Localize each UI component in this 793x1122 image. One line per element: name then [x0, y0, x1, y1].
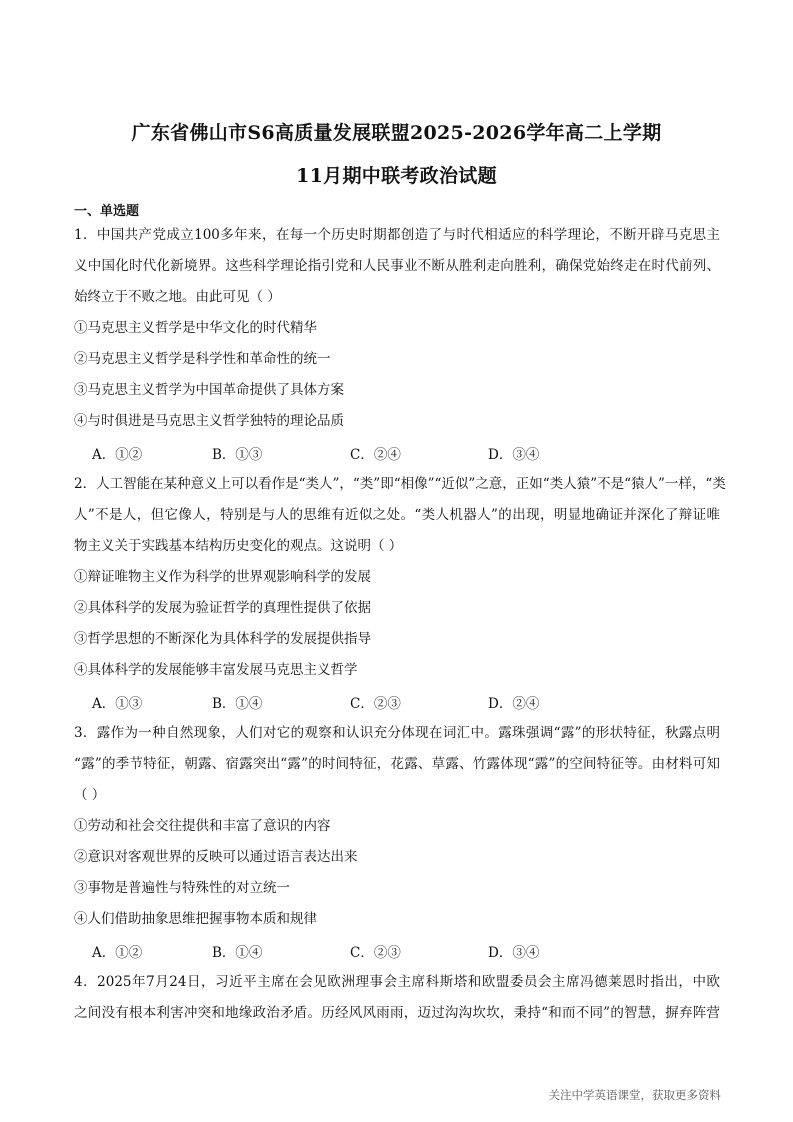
q2-statement-3: ③哲学思想的不断深化为具体科学的发展提供指导	[74, 631, 371, 647]
q1-stem-line-3: 始终立于不败之地。由此可见（ ）	[74, 289, 281, 305]
q3-option-d[interactable]: D．③④	[488, 945, 540, 961]
q1-option-d[interactable]: D．③④	[488, 447, 540, 463]
q1-statement-2: ②马克思主义哲学是科学性和革命性的统一	[74, 351, 331, 367]
q3-statement-4: ④人们借助抽象思维把握事物本质和规律	[74, 911, 317, 927]
q1-stem-line-1: 1．中国共产党成立100多年来，在每一个历史时期都创造了与时代相适应的科学理论，不断开辟马克思主	[74, 227, 720, 243]
q1-option-c[interactable]: C．②④	[350, 447, 401, 463]
q3-statement-3: ③事物是普遍性与特殊性的对立统一	[74, 880, 290, 896]
q2-statement-2: ②具体科学的发展为验证哲学的真理性提供了依据	[74, 600, 371, 616]
q2-option-b[interactable]: B．①④	[212, 696, 263, 712]
q1-option-a[interactable]: A．①②	[92, 447, 143, 463]
q3-option-c[interactable]: C．②③	[350, 945, 401, 961]
q3-stem-line-1: 3．露作为一种自然现象，人们对它的观察和认识充分体现在词汇中。露珠强调“露”的形状特征，秋露点明	[74, 725, 720, 741]
q3-option-b[interactable]: B．①④	[212, 945, 263, 961]
section-heading: 一、单选题	[74, 204, 140, 219]
q3-statement-2: ②意识对客观世界的反映可以通过语言表达出来	[74, 849, 358, 865]
q1-statement-1: ①马克思主义哲学是中华文化的时代精华	[74, 320, 317, 336]
q2-option-a[interactable]: A．①③	[92, 696, 143, 712]
q2-stem-line-2: 人”不是人，但它像人，特别是与人的思维有近似之处。“类人机器人”的出现，明显地确证并深化了辩证唯	[74, 507, 720, 523]
document-title-line-2: 11月期中联考政治试题	[296, 165, 497, 187]
page-footer-note: 关注中学英语课堂，获取更多资料	[548, 1088, 721, 1102]
q3-statement-1: ①劳动和社会交往提供和丰富了意识的内容	[74, 818, 331, 834]
q1-stem-line-2: 义中国化时代化新境界。这些科学理论指引党和人民事业不断从胜利走向胜利，确保党始终走在时代前列、	[74, 258, 720, 274]
q1-statement-3: ③马克思主义哲学为中国革命提供了具体方案	[74, 382, 344, 398]
q4-stem-line-2: 之间没有根本利害冲突和地缘政治矛盾。历经风风雨雨，迈过沟沟坎坎，秉持“和而不同”的智慧，摒弃阵营	[74, 1005, 720, 1021]
q2-statement-1: ①辩证唯物主义作为科学的世界观影响科学的发展	[74, 569, 371, 585]
q3-option-a[interactable]: A．①②	[92, 945, 143, 961]
q2-statement-4: ④具体科学的发展能够丰富发展马克思主义哲学	[74, 662, 358, 678]
q2-stem-line-1: 2．人工智能在某种意义上可以看作是“类人”，“类”即“相像”“近似”之意，正如“类人猿”不是“猿人”一样，“类	[74, 476, 726, 492]
q3-stem-line-2: “露”的季节特征，朝露、宿露突出“露”的时间特征，花露、草露、竹露体现“露”的空间特征等。由材料可知	[74, 756, 720, 772]
q4-stem-line-1: 4．2025年7月24日，习近平主席在会见欧洲理事会主席科斯塔和欧盟委员会主席冯德莱恩时指出，中欧	[74, 974, 720, 990]
document-title-line-1: 广东省佛山市S6高质量发展联盟2025-2026学年高二上学期	[131, 122, 662, 144]
q2-stem-line-3: 物主义关于实践基本结构历史变化的观点。这说明（ ）	[74, 538, 403, 554]
q2-option-c[interactable]: C．②③	[350, 696, 401, 712]
q1-statement-4: ④与时俱进是马克思主义哲学独特的理论品质	[74, 413, 344, 429]
q2-option-d[interactable]: D．②④	[488, 696, 540, 712]
q3-stem-line-3: （ ）	[74, 787, 106, 803]
q1-option-b[interactable]: B．①③	[212, 447, 263, 463]
